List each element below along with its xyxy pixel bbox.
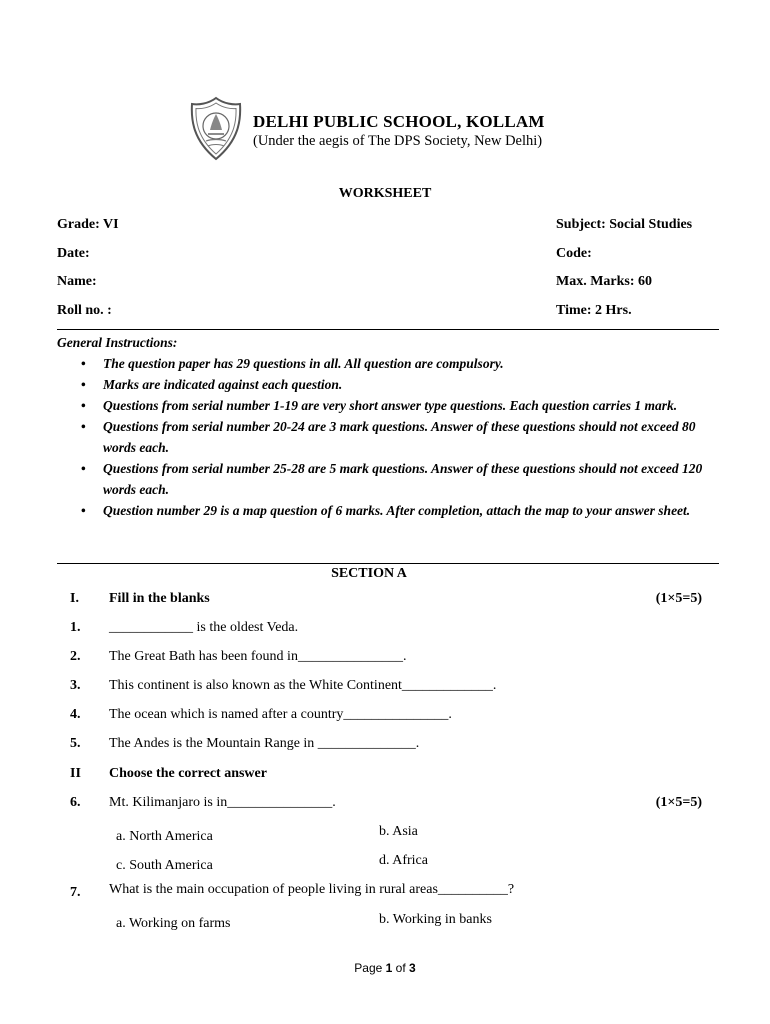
part-1-title: Fill in the blanks <box>109 591 210 606</box>
option-d: d. Africa <box>379 853 428 868</box>
subject-label: Subject: Social Studies <box>556 217 693 232</box>
question-text: Mt. Kilimanjaro is in_______________. <box>109 795 336 810</box>
option-b: b. Working in banks <box>379 912 492 927</box>
page-number: 1 <box>385 961 393 975</box>
question-text: This continent is also known as the White Continent_____________. <box>109 678 497 693</box>
date-label: Date: <box>57 246 90 261</box>
bullet-icon: • <box>81 419 86 434</box>
question-text: ____________ is the oldest Veda. <box>109 620 299 635</box>
instruction-item: • The question paper has 29 questions in all. All question are compulsory. <box>103 353 722 374</box>
time-label: Time: 2 Hrs. <box>556 303 632 318</box>
bullet-icon: • <box>81 503 86 518</box>
question-number: 6. <box>70 795 81 810</box>
instructions-list <box>57 353 722 521</box>
page-total: 3 <box>409 961 416 975</box>
instructions-heading: General Instructions: <box>57 335 178 350</box>
name-label: Name: <box>57 274 97 289</box>
general-instructions <box>57 332 722 521</box>
bullet-icon: • <box>81 398 86 413</box>
instruction-item: • Questions from serial number 25-28 are 5 mark questions. Answer of these questions should not exceed 120 words each. <box>103 458 722 500</box>
grade-label: Grade: VI <box>57 217 119 232</box>
school-name: DELHI PUBLIC SCHOOL, KOLLAM <box>253 112 545 131</box>
question-text: What is the main occupation of people living in rural areas__________? <box>109 882 515 897</box>
instruction-item: • Marks are indicated against each question. <box>103 374 722 395</box>
part-2-title: Choose the correct answer <box>109 766 267 781</box>
part-2-marks: (1×5=5) <box>655 795 702 810</box>
section-a-title: SECTION A <box>331 566 407 581</box>
question-number: 3. <box>70 678 81 693</box>
page-footer: Page 1 of 3 <box>354 961 416 975</box>
bullet-icon: • <box>81 356 86 371</box>
option-b: b. Asia <box>379 824 418 839</box>
question-number: 2. <box>70 649 81 664</box>
question-text: The Great Bath has been found in_______________. <box>109 649 407 664</box>
instruction-item: • Question number 29 is a map question of 6 marks. After completion, attach the map to your answer sheet. <box>103 500 722 521</box>
part-2-number: II <box>70 766 81 781</box>
option-a: a. Working on farms <box>116 916 231 931</box>
divider-bottom <box>57 563 719 564</box>
question-number: 1. <box>70 620 81 635</box>
code-label: Code: <box>556 246 592 261</box>
option-a: a. North America <box>116 829 213 844</box>
divider-top <box>57 329 719 330</box>
max-marks-label: Max. Marks: 60 <box>556 274 653 289</box>
part-1-marks: (1×5=5) <box>655 591 702 606</box>
school-crest-icon <box>188 96 244 162</box>
roll-no-label: Roll no. : <box>57 303 112 318</box>
worksheet-title: WORKSHEET <box>338 186 432 201</box>
question-number: 4. <box>70 707 81 722</box>
question-text: The ocean which is named after a country_______________. <box>109 707 452 722</box>
question-number: 5. <box>70 736 81 751</box>
option-c: c. South America <box>116 858 213 873</box>
instruction-item: • Questions from serial number 20-24 are 3 mark questions. Answer of these questions should not exceed 80 words each. <box>103 416 722 458</box>
school-subtitle: (Under the aegis of The DPS Society, New Delhi) <box>253 133 543 149</box>
bullet-icon: • <box>81 377 86 392</box>
instruction-item: • Questions from serial number 1-19 are very short answer type questions. Each question carries 1 mark. <box>103 395 722 416</box>
part-1-number: I. <box>70 591 79 606</box>
question-number: 7. <box>70 885 81 900</box>
bullet-icon: • <box>81 461 86 476</box>
question-text: The Andes is the Mountain Range in ______________. <box>109 736 420 751</box>
